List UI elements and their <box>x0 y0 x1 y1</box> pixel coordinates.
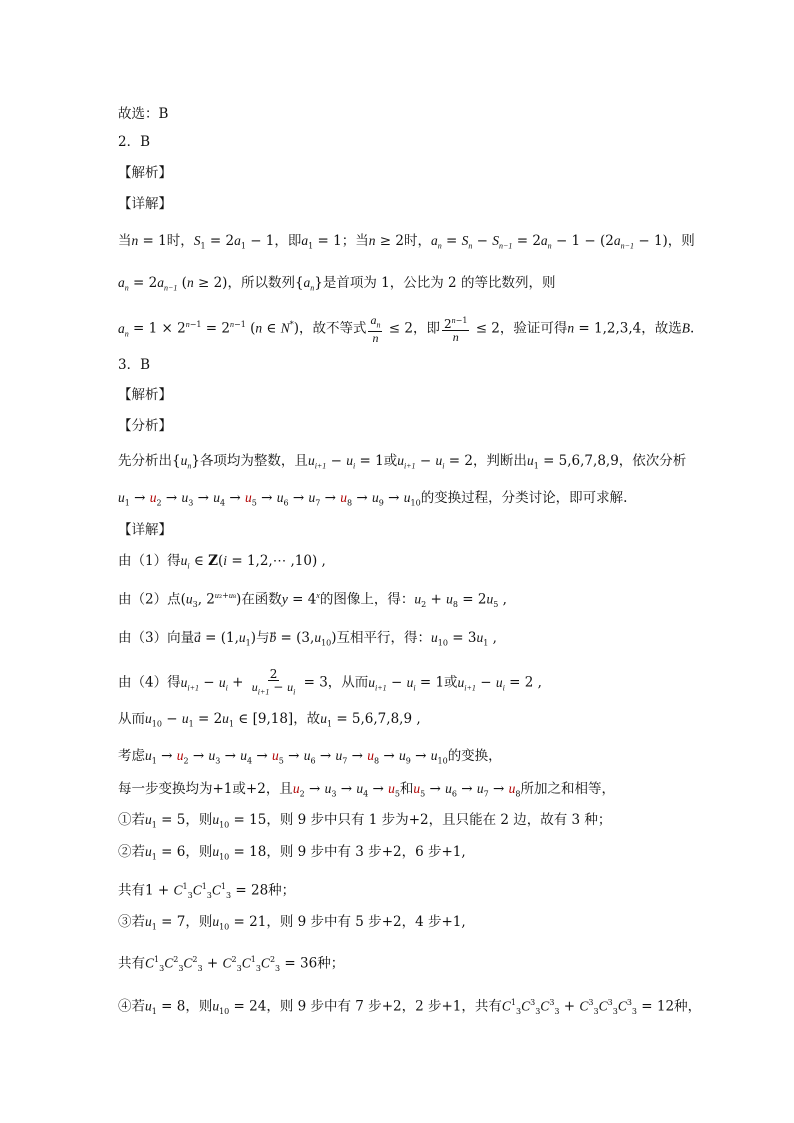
section-heading <box>118 520 172 540</box>
section-heading <box>118 163 172 183</box>
solution-line: 当n = 1时，$S_1 = 2a_1 - 1$，即$a_1 = 1$；当n ≥ 2时，$a_n = S_n - S_{n-1} = 2a_n - 1 - (2a_{n-1} - 1)$，则 <box>118 233 695 251</box>
analysis-line: $u_1 \to u_2 \to u_3 \to u_4 \to u_5 \to u_6 \to u_7 \to u_8 \to u_9 \to u_{10}$的变换过程，分类讨论，即可求解. <box>118 490 628 508</box>
detail-line: 由（1）得$u_i$ ∈ Z(i = 1,2,⋯ ,10) , <box>118 553 326 571</box>
case-line: 共有$C^1_3C^2_3C^2_3 + C^2_3C^1_3C^2_3 = 36$种； <box>118 955 345 974</box>
detail-line: 由（3）向量a⃗ = $(1,u_1)$与b⃗ = $(3,u_{10})$互相平行，得：$u_{10} = 3u_1$ , <box>118 630 497 648</box>
section-heading <box>118 385 172 405</box>
line-text: 2．B <box>118 134 151 150</box>
case-line: 共有$1 + C^1_3C^1_3C^1_3 = 28$种； <box>118 882 296 901</box>
answer-heading <box>118 132 150 152</box>
detail-line: 考虑$u_1 \to u_2 \to u_3 \to u_4 \to u_5 \to u_6 \to u_7 \to u_8 \to u_9 \to u_{10}$的变换， <box>118 748 502 766</box>
detail-line: 从而$u_{10} - u_1 = 2u_1$ ∈ [9,18]，故$u_1 = 5,6,7,8,9$ , <box>118 711 421 729</box>
case-line: ②若$u_1 = 6$，则$u_{10} = 18$，则 9 步中有 3 步+2，6 步+1, <box>118 844 466 862</box>
solution-line: $a_n = 1 \times 2^{n-1} = 2^{n-1}$ (n ∈ N*)，故不等式 $\frac{a_n}{n}$ ≤ 2，即 $\frac{2^{n-1}}{n}$ ≤ 2，验证可得n = 1,2,3,4，故选B. <box>118 313 695 346</box>
detail-line: 由（2）点($u_3$, $2^{u_2+u_8}$)在函数$y = 4^x$的图像上，得：$u_2 + u_8 = 2u_5$ , <box>118 591 507 610</box>
section-heading <box>118 194 172 214</box>
section-heading <box>118 416 172 436</box>
line-text: 故选：B <box>118 106 169 122</box>
line-text: 【分析】 <box>118 418 172 434</box>
text-line <box>118 104 168 124</box>
line-text: 【详解】 <box>118 522 172 538</box>
case-line: ①若$u_1 = 5$，则$u_{10} = 15$，则 9 步中只有 1 步为+2，且只能在 2 边，故有 3 种； <box>118 812 612 830</box>
line-text: 【解析】 <box>118 387 172 403</box>
detail-line: 由（4）得$u_{i+1} - u_i$ + $\frac{2}{u_{i+1} - u_i}$ = 3，从而$u_{i+1} - u_i = 1$或$u_{i+1} - u_i = 2$ , <box>118 667 542 697</box>
line-text: 【解析】 <box>118 165 172 181</box>
line-text: 【详解】 <box>118 196 172 212</box>
detail-line: 每一步变换均为+1或+2，且$u_2 \to u_3 \to u_4 \to u_5$和$u_5 \to u_6 \to u_7 \to u_8$所加之和相等， <box>118 781 615 799</box>
line-text: 3．B <box>118 357 151 373</box>
solution-line: $a_n = 2a_{n-1}$ (n ≥ 2)，所以数列$\{a_n\}$是首项为 1，公比为 2 的等比数列，则 <box>118 275 556 293</box>
analysis-line: 先分析出$\{u_n\}$各项均为整数，且$u_{i+1} - u_i = 1$或$u_{i+1} - u_i = 2$，判断出$u_1 = 5,6,7,8,9$，依次分析 <box>118 453 687 471</box>
case-line: ③若$u_1 = 7$，则$u_{10} = 21$，则 9 步中有 5 步+2，4 步+1, <box>118 914 466 932</box>
case-line: ④若$u_1 = 8$，则$u_{10} = 24$，则 9 步中有 7 步+2，2 步+1，共有$C^1_3C^3_3C^3_3 + C^3_3C^3_3C^3_3 = 12$种， <box>118 998 702 1017</box>
answer-heading <box>118 355 150 375</box>
